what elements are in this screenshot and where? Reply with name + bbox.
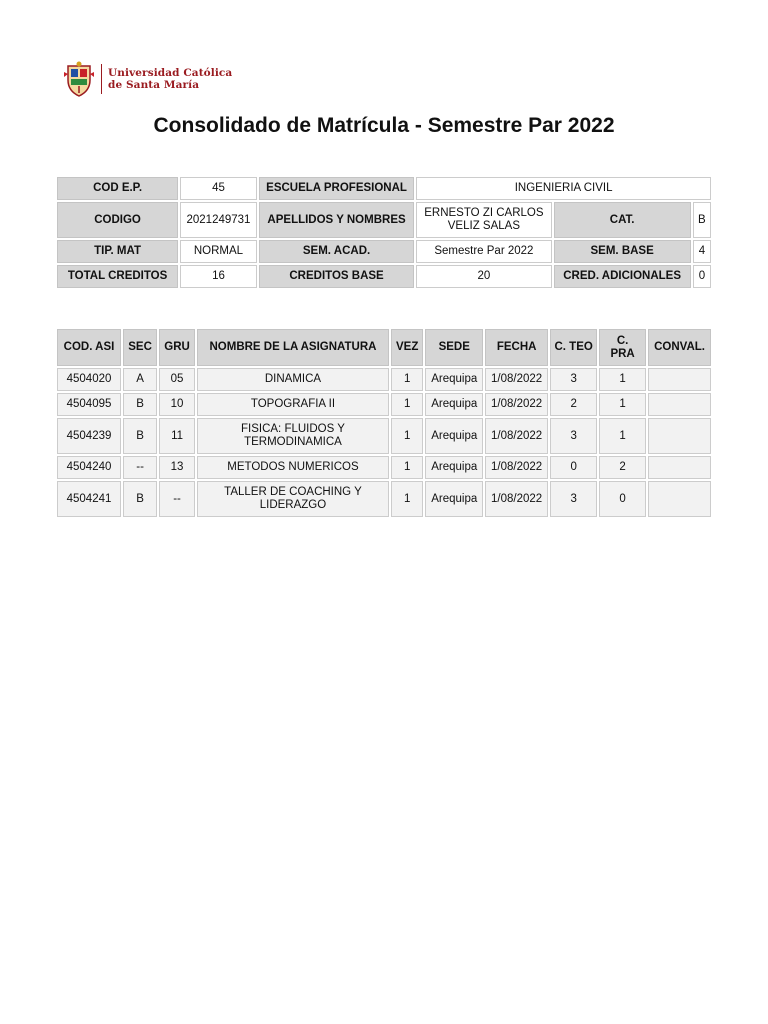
cell-c-pra: 0 — [599, 481, 646, 517]
cell-sede: Arequipa — [425, 481, 483, 517]
table-row — [57, 393, 711, 416]
cell-conval — [648, 418, 711, 454]
cell-fecha: 1/08/2022 — [485, 418, 548, 454]
cred-adicionales-value: 0 — [693, 265, 711, 288]
cell-gru: 11 — [159, 418, 195, 454]
table-row — [57, 456, 711, 479]
creditos-base-label: CREDITOS BASE — [259, 265, 414, 288]
col-header: C. PRA — [599, 329, 646, 366]
cell-vez: 1 — [391, 418, 423, 454]
cell-conval — [648, 456, 711, 479]
cell-c-teo: 0 — [550, 456, 597, 479]
cell-nombre: DINAMICA — [197, 368, 389, 391]
cod-ep-label: COD E.P. — [57, 177, 178, 200]
col-header: SEC — [123, 329, 157, 366]
sem-base-label: SEM. BASE — [554, 240, 691, 263]
cell-sede: Arequipa — [425, 418, 483, 454]
cred-adicionales-label: CRED. ADICIONALES — [554, 265, 691, 288]
escuela-value: INGENIERIA CIVIL — [416, 177, 711, 200]
cell-fecha: 1/08/2022 — [485, 393, 548, 416]
cell-fecha: 1/08/2022 — [485, 456, 548, 479]
col-header: GRU — [159, 329, 195, 366]
university-logo — [62, 60, 232, 98]
sem-base-value: 4 — [693, 240, 711, 263]
cell-sec: B — [123, 418, 157, 454]
cell-c-pra: 1 — [599, 368, 646, 391]
escuela-label: ESCUELA PROFESIONAL — [259, 177, 414, 200]
cell-c-teo: 3 — [550, 418, 597, 454]
nombres-value: ERNESTO ZI CARLOS VELIZ SALAS — [416, 202, 551, 238]
cell-c-pra: 1 — [599, 418, 646, 454]
cell-gru: 10 — [159, 393, 195, 416]
total-creditos-value: 16 — [180, 265, 257, 288]
logo-line-2: de Santa María — [108, 79, 200, 91]
cod-ep-value: 45 — [180, 177, 257, 200]
cell-nombre: TALLER DE COACHING Y LIDERAZGO — [197, 481, 389, 517]
cell-sec: -- — [123, 456, 157, 479]
cell-nombre: FISICA: FLUIDOS Y TERMODINAMICA — [197, 418, 389, 454]
page-title: Consolidado de Matrícula - Semestre Par 2022 — [153, 114, 615, 137]
cell-gru: -- — [159, 481, 195, 517]
cell-gru: 05 — [159, 368, 195, 391]
cell-nombre: METODOS NUMERICOS — [197, 456, 389, 479]
courses-table — [55, 327, 713, 519]
nombres-label: APELLIDOS Y NOMBRES — [259, 202, 414, 238]
university-seal-icon — [62, 60, 96, 98]
table-row — [57, 418, 711, 454]
cell-vez: 1 — [391, 456, 423, 479]
table-row — [57, 481, 711, 517]
cell-c-teo: 3 — [550, 481, 597, 517]
tip-mat-value: NORMAL — [180, 240, 257, 263]
logo-text — [108, 67, 232, 91]
cell-conval — [648, 481, 711, 517]
cell-conval — [648, 368, 711, 391]
tip-mat-label: TIP. MAT — [57, 240, 178, 263]
logo-divider — [101, 64, 102, 94]
cell-cod-asi: 4504095 — [57, 393, 121, 416]
cat-label: CAT. — [554, 202, 691, 238]
cat-value: B — [693, 202, 711, 238]
total-creditos-label: TOTAL CREDITOS — [57, 265, 178, 288]
cell-cod-asi: 4504241 — [57, 481, 121, 517]
cell-gru: 13 — [159, 456, 195, 479]
col-header: C. TEO — [550, 329, 597, 366]
cell-vez: 1 — [391, 481, 423, 517]
cell-sede: Arequipa — [425, 368, 483, 391]
col-header: NOMBRE DE LA ASIGNATURA — [197, 329, 389, 366]
creditos-base-value: 20 — [416, 265, 551, 288]
codigo-label: CODIGO — [57, 202, 178, 238]
cell-vez: 1 — [391, 368, 423, 391]
col-header: FECHA — [485, 329, 548, 366]
col-header: VEZ — [391, 329, 423, 366]
cell-cod-asi: 4504239 — [57, 418, 121, 454]
cell-sec: B — [123, 393, 157, 416]
cell-nombre: TOPOGRAFIA II — [197, 393, 389, 416]
cell-vez: 1 — [391, 393, 423, 416]
cell-c-teo: 3 — [550, 368, 597, 391]
table-row — [57, 368, 711, 391]
codigo-value: 2021249731 — [180, 202, 257, 238]
cell-sede: Arequipa — [425, 456, 483, 479]
student-info-table — [55, 175, 713, 290]
col-header: SEDE — [425, 329, 483, 366]
sem-acad-label: SEM. ACAD. — [259, 240, 414, 263]
col-header: COD. ASI — [57, 329, 121, 366]
cell-cod-asi: 4504240 — [57, 456, 121, 479]
cell-conval — [648, 393, 711, 416]
logo-line-1: Universidad Católica — [108, 67, 233, 79]
cell-c-teo: 2 — [550, 393, 597, 416]
cell-fecha: 1/08/2022 — [485, 481, 548, 517]
cell-sec: A — [123, 368, 157, 391]
cell-cod-asi: 4504020 — [57, 368, 121, 391]
cell-c-pra: 1 — [599, 393, 646, 416]
cell-fecha: 1/08/2022 — [485, 368, 548, 391]
cell-sec: B — [123, 481, 157, 517]
sem-acad-value: Semestre Par 2022 — [416, 240, 551, 263]
col-header: CONVAL. — [648, 329, 711, 366]
cell-sede: Arequipa — [425, 393, 483, 416]
cell-c-pra: 2 — [599, 456, 646, 479]
